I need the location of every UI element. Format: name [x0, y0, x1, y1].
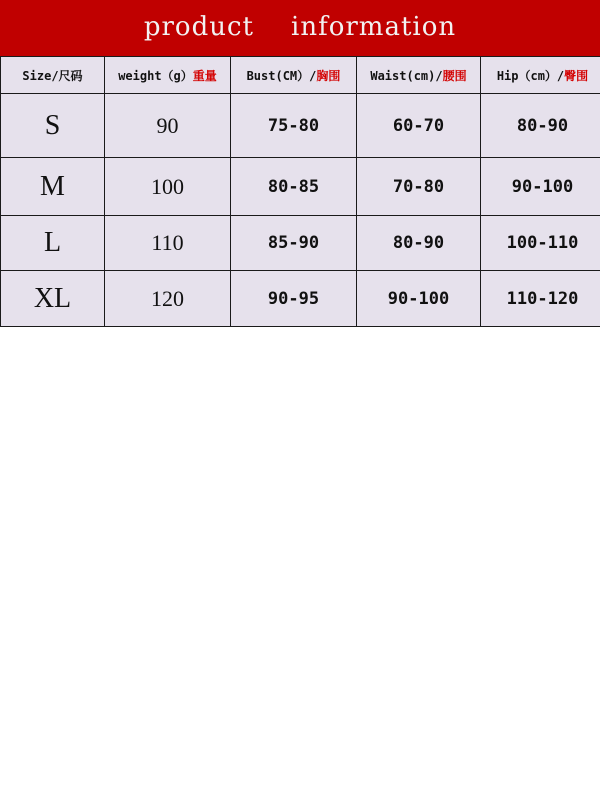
waist-value: 80-90: [357, 216, 481, 271]
waist-value: 70-80: [357, 158, 481, 216]
hip-value: 100-110: [481, 216, 600, 271]
size-table: [0, 56, 600, 327]
header-weight: weight（g）重量: [105, 57, 231, 94]
page-title: product information: [143, 12, 457, 42]
waist-value: 90-100: [357, 271, 481, 327]
header-bust: Bust(CM）/胸围: [231, 57, 357, 94]
weight-value: 120: [105, 271, 231, 327]
bust-value: 85-90: [231, 216, 357, 271]
header-waist: Waist(cm)/腰围: [357, 57, 481, 94]
waist-value: 60-70: [357, 94, 481, 158]
table-header-row: [1, 57, 600, 94]
size-value: L: [1, 216, 105, 271]
table-row: [1, 158, 600, 216]
table-row: [1, 271, 600, 327]
weight-value: 100: [105, 158, 231, 216]
hip-value: 110-120: [481, 271, 600, 327]
hip-value: 90-100: [481, 158, 600, 216]
size-value: M: [1, 158, 105, 216]
hip-value: 80-90: [481, 94, 600, 158]
weight-value: 90: [105, 94, 231, 158]
table-row: [1, 216, 600, 271]
table-row: [1, 94, 600, 158]
size-value: S: [1, 94, 105, 158]
bust-value: 90-95: [231, 271, 357, 327]
bust-value: 75-80: [231, 94, 357, 158]
header-hip: Hip（cm）/臀围: [481, 57, 600, 94]
bust-value: 80-85: [231, 158, 357, 216]
title-banner: [0, 0, 600, 56]
size-value: XL: [1, 271, 105, 327]
header-size: Size/尺码: [1, 57, 105, 94]
weight-value: 110: [105, 216, 231, 271]
